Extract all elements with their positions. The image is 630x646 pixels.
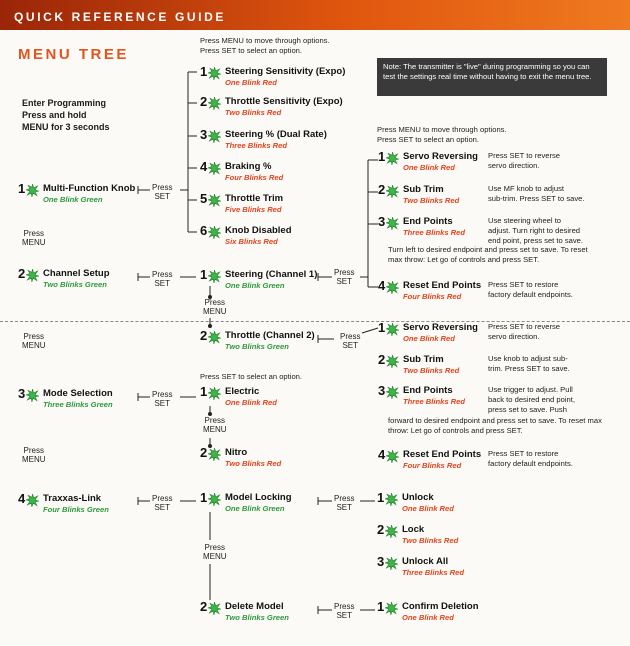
step-number: 2 [200,328,208,343]
step-number: 4 [18,491,26,506]
burst-icon [208,270,221,283]
menu-tree-title: MENU TREE [18,46,129,63]
burst-icon [208,226,221,239]
option-description: Use trigger to adjust. Pull back to desired end point, press set to save. Push [488,385,575,414]
burst-icon [386,323,399,336]
option-label: Steering % (Dual Rate) [225,129,327,140]
blink-code: Two Blinks Green [225,342,289,351]
instruction-menu-right: Press MENU to move through options. [377,125,507,134]
blink-code: One Blink Green [225,281,285,290]
blink-code: Two Blinks Red [403,196,460,205]
option-label: Servo Reversing [403,322,478,333]
option-label: Traxxas-Link [43,493,102,504]
blink-code: One Blink Red [403,334,455,343]
burst-icon [208,130,221,143]
press-set-label: Press SET [152,494,173,512]
blink-code: One Blink Red [402,504,454,513]
burst-icon [208,493,221,506]
option-label: Reset End Points [403,280,482,291]
step-number: 2 [378,182,386,197]
burst-icon [26,494,39,507]
option-label: End Points [403,216,453,227]
instruction-menu: Press MENU to move through options. [200,36,330,45]
blink-code: Four Blinks Red [403,292,462,301]
burst-icon [26,184,39,197]
option-description: Press SET to restore factory default endpoints. [488,280,573,299]
note-box: Note: The transmitter is "live" during programming so you can test the settings real time without having to exit the menu tree. [377,58,607,96]
burst-icon [386,217,399,230]
burst-icon [385,557,398,570]
burst-icon [386,152,399,165]
burst-icon [26,389,39,402]
option-label: Unlock [402,492,434,503]
burst-icon [386,185,399,198]
press-menu-label: Press MENU [203,416,227,434]
option-label: Knob Disabled [225,225,292,236]
burst-icon [208,448,221,461]
press-set-label: Press SET [152,270,173,288]
step-number: 1 [200,490,208,505]
press-menu-label: Press MENU [203,298,227,316]
step-number: 1 [377,599,385,614]
header-title: QUICK REFERENCE GUIDE [14,10,226,24]
blink-code: Two Blinks Red [402,536,459,545]
option-label: Steering Sensitivity (Expo) [225,66,346,77]
step-number: 1 [378,149,386,164]
press-menu-label: Press MENU [22,446,46,464]
option-label: Confirm Deletion [402,601,479,612]
blink-code: Five Blinks Red [225,205,282,214]
option-label: Electric [225,386,260,397]
option-label: Braking % [225,161,272,172]
step-number: 2 [200,599,208,614]
burst-icon [386,355,399,368]
option-label: Reset End Points [403,449,482,460]
option-label: Servo Reversing [403,151,478,162]
press-set-label: Press SET [340,332,361,350]
blink-code: Four Blinks Green [43,505,109,514]
blink-code: Three Blinks Red [403,228,466,237]
burst-icon [208,194,221,207]
option-description: Press SET to restore factory default endpoints. [488,449,573,468]
blink-code: One Blink Red [403,163,455,172]
option-description: Use knob to adjust sub- trim. Press SET to save. [488,354,570,373]
blink-code: Three Blinks Red [402,568,465,577]
press-set-label: Press SET [152,390,173,408]
blink-code: One Blink Red [225,398,277,407]
option-label: Sub Trim [403,354,444,365]
step-number: 1 [18,181,26,196]
burst-icon [26,269,39,282]
press-set-label: Press SET [334,494,355,512]
press-set-label: Press SET [152,183,173,201]
step-number: 3 [377,554,385,569]
burst-icon [386,281,399,294]
blink-code: Three Blinks Red [225,141,288,150]
press-set-label: Press SET [334,268,355,286]
step-number: 2 [200,445,208,460]
blink-code: One Blink Red [225,78,277,87]
burst-icon [386,450,399,463]
instruction-set-mode: Press SET to select an option. [200,372,303,381]
option-label: Lock [402,524,425,535]
burst-icon [208,67,221,80]
burst-icon [208,331,221,344]
step-number: 1 [377,490,385,505]
option-label: Sub Trim [403,184,444,195]
burst-icon [208,97,221,110]
press-set-label: Press SET [334,602,355,620]
instruction-set: Press SET to select an option. [200,46,303,55]
blink-code: Six Blinks Red [225,237,278,246]
burst-icon [208,602,221,615]
step-number: 2 [377,522,385,537]
option-label: End Points [403,385,453,396]
burst-icon [208,387,221,400]
blink-code: Four Blinks Red [225,173,284,182]
burst-icon [386,386,399,399]
press-menu-label: Press MENU [203,543,227,561]
blink-code: One Blink Red [402,613,454,622]
option-label: Multi-Function Knob [43,183,136,194]
step-number: 2 [378,352,386,367]
step-number: 4 [200,159,208,174]
press-menu-label: Press MENU [22,332,46,350]
step-number: 1 [378,320,386,335]
step-number: 4 [378,447,386,462]
step-number: 1 [200,64,208,79]
option-label: Delete Model [225,601,284,612]
instruction-set-right: Press SET to select an option. [377,135,480,144]
option-label: Mode Selection [43,388,113,399]
option-description: Press SET to reverse servo direction. [488,322,561,341]
burst-icon [385,493,398,506]
blink-code: Two Blinks Red [403,366,460,375]
option-label: Throttle Sensitivity (Expo) [225,96,343,107]
enter-programming: Enter Programming Press and hold MENU for 3 seconds [22,98,110,132]
option-description: Use MF knob to adjust sub-trim. Press SET to save. [488,184,585,203]
blink-code: One Blink Green [43,195,103,204]
option-label: Unlock All [402,556,449,567]
option-description: Use steering wheel to adjust. Turn right to desired end point, press set to save. [488,216,583,245]
step-number: 3 [378,383,386,398]
blink-code: Four Blinks Red [403,461,462,470]
option-label: Model Locking [225,492,292,503]
step-number: 6 [200,223,208,238]
option-description-extra: forward to desired endpoint and press set to save. To reset max throw: Let go of controls and press SET. [388,416,602,435]
option-label: Throttle Trim [225,193,284,204]
option-label: Nitro [225,447,248,458]
blink-code: Three Blinks Red [403,397,466,406]
option-label: Steering (Channel 1) [225,269,318,280]
burst-icon [385,602,398,615]
option-description: Press SET to reverse servo direction. [488,151,561,170]
step-number: 1 [200,384,208,399]
step-number: 2 [18,266,26,281]
blink-code: Two Blinks Green [225,613,289,622]
blink-code: Three Blinks Green [43,400,113,409]
step-number: 3 [378,214,386,229]
step-number: 3 [18,386,26,401]
press-menu-label: Press MENU [22,229,46,247]
step-number: 4 [378,278,386,293]
option-label: Throttle (Channel 2) [225,330,315,341]
blink-code: Two Blinks Red [225,459,282,468]
option-label: Channel Setup [43,268,110,279]
blink-code: One Blink Green [225,504,285,513]
step-number: 1 [200,267,208,282]
step-number: 2 [200,94,208,109]
option-description-extra: Turn left to desired endpoint and press set to save. To reset max throw: Let go of controls and press SET. [388,245,588,264]
burst-icon [208,162,221,175]
burst-icon [385,525,398,538]
step-number: 3 [200,127,208,142]
step-number: 5 [200,191,208,206]
blink-code: Two Blinks Green [43,280,107,289]
blink-code: Two Blinks Red [225,108,282,117]
